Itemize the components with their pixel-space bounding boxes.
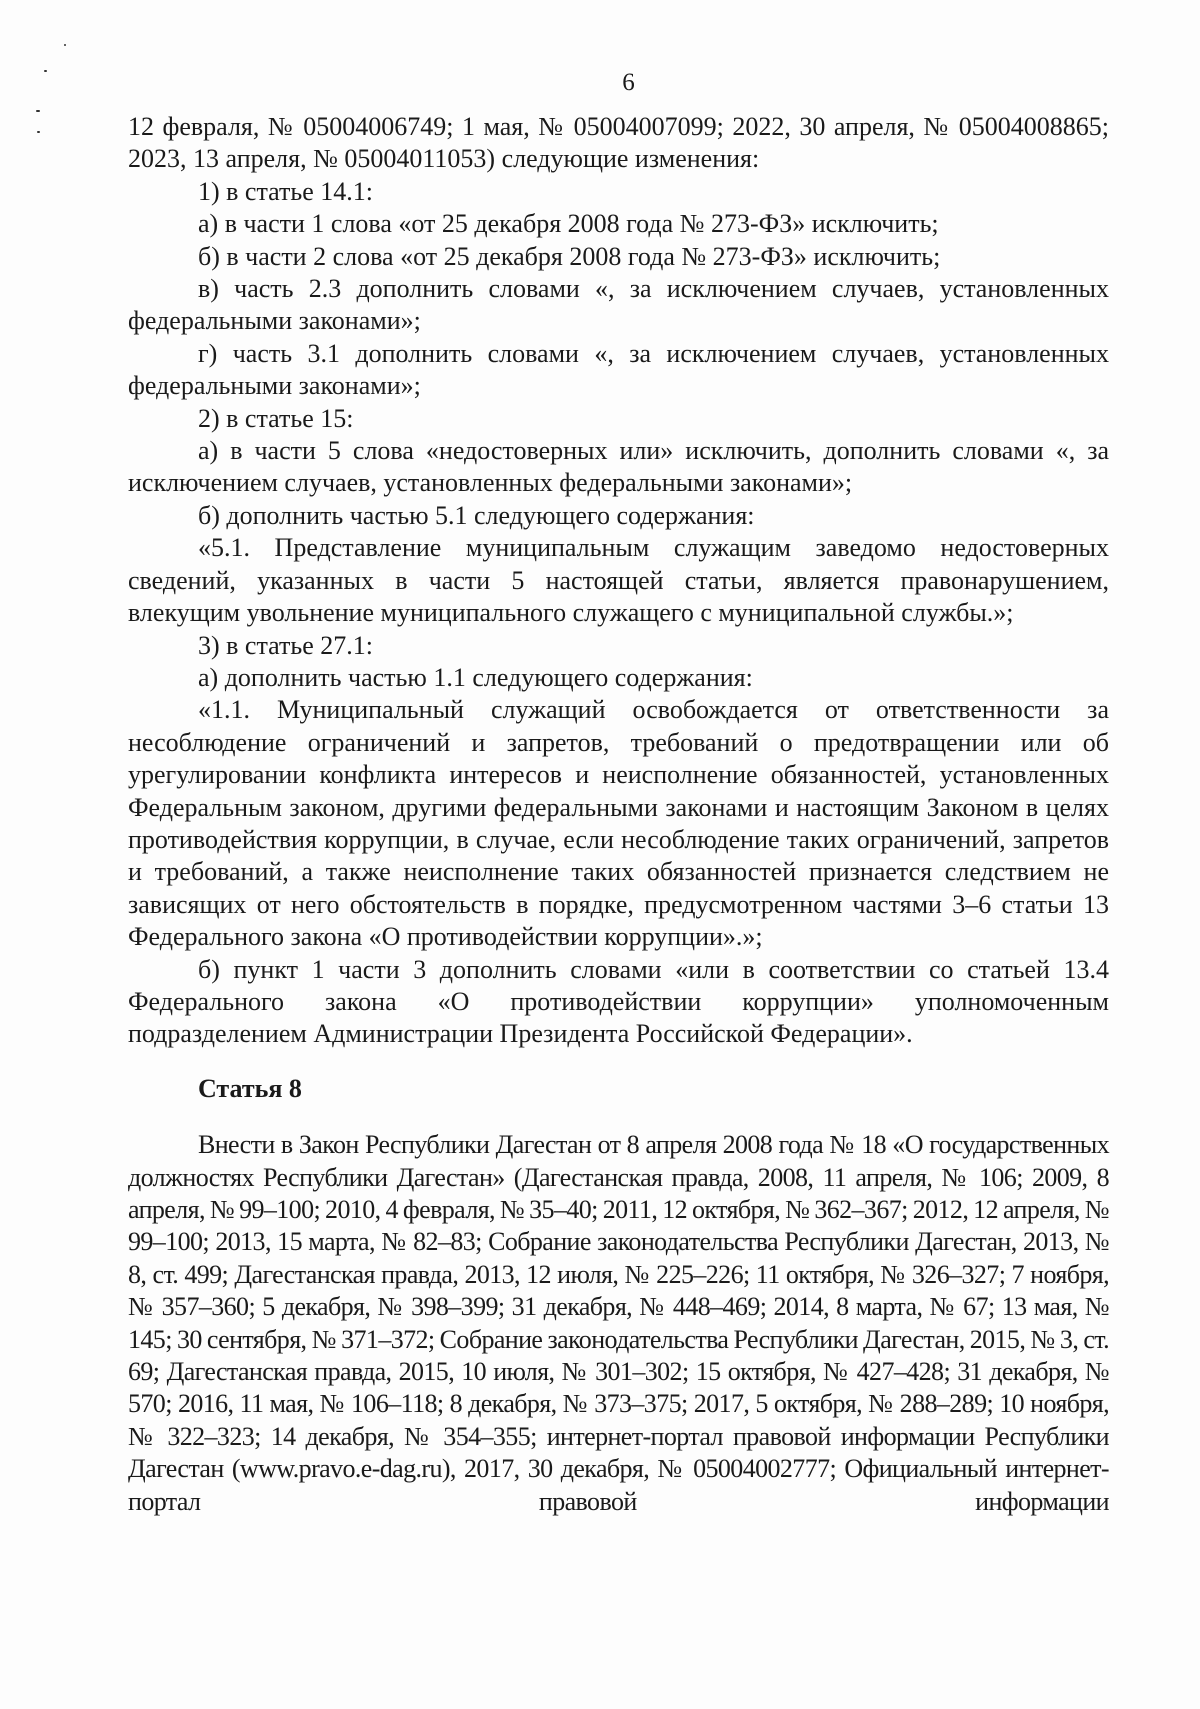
article-body: [128, 1129, 1109, 1518]
scan-speck: [64, 44, 66, 46]
paragraph: а) дополнить частью 1.1 следующего содержания:: [198, 662, 753, 692]
paragraph: 1) в статье 14.1:: [198, 176, 374, 206]
paragraph: 3) в статье 27.1:: [198, 630, 374, 660]
paragraph: в) часть 2.3 дополнить словами «, за исключением случаев, установленных федеральными законами»;: [128, 274, 1109, 336]
scan-speck: [44, 70, 47, 72]
paragraph: «5.1. Представление муниципальным служащим заведомо недостоверных сведений, указанных в части 5 настоящей статьи, является правонарушением, влекущим увольнение муниципального служащего с муниципальной службы.»;: [128, 533, 1109, 628]
paragraph: а) в части 5 слова «недостоверных или» исключить, дополнить словами «, за исключением случаев, установленных федеральными законами»;: [128, 436, 1109, 498]
page-number: 6: [622, 69, 635, 96]
document-body: [128, 111, 1109, 1518]
article-heading: Статья 8: [198, 1073, 302, 1103]
paragraph: б) дополнить частью 5.1 следующего содержания:: [198, 500, 755, 530]
paragraph: а) в части 1 слова «от 25 декабря 2008 года № 273-ФЗ» исключить;: [198, 209, 939, 239]
paragraph: «1.1. Муниципальный служащий освобождается от ответственности за несоблюдение ограничений и запретов, требований о предотвращении или об урегулировании конфликта интересов и неисполнение обязанностей, установленных Федеральным законом, другими федеральными законами и настоящим Законом в целях противодействия коррупции, в случае, если несоблюдение таких ограничений, запретов и требований, а также неисполнение таких обязанностей признается следствием не зависящих от него обстоятельств в порядке, предусмотренном частями 3–6 статьи 13 Федерального закона «О противодействии коррупции».»;: [128, 695, 1109, 952]
paragraph: 12 февраля, № 05004006749; 1 мая, № 05004007099; 2022, 30 апреля, № 05004008865; 2023, 13 апреля, № 05004011053) следующие изменения:: [128, 112, 1109, 174]
paragraph: Внести в Закон Республики Дагестан от 8 апреля 2008 года № 18 «О государственных должностях Республики Дагестан» (Дагестанская правда, 2008, 11 апреля, № 106; 2009, 8 апреля, № 99–100; 2010, 4 февраля, № 35–40; 2011, 12 октября, № 362–367; 2012, 12 апреля, № 99–100; 2013, 15 марта, № 82–83; Собрание законодательства Республики Дагестан, 2013, № 8, ст. 499; Дагестанская правда, 2013, 12 июля, № 225–226; 11 октября, № 326–327; 7 ноября, № 357–360; 5 декабря, № 398–399; 31 декабря, № 448–469; 2014, 8 марта, № 67; 13 мая, № 145; 30 сентября, № 371–372; Собрание законодательства Республики Дагестан, 2015, № 3, ст. 69; Дагестанская правда, 2015, 10 июля, № 301–302; 15 октября, № 427–428; 31 декабря, № 570; 2016, 11 мая, № 106–118; 8 декабря, № 373–375; 2017, 5 октября, № 288–289; 10 ноября, № 322–323; 14 декабря, № 354–355; интернет-портал правовой информации Республики Дагестан (www.pravo.e-dag.ru), 2017, 30 декабря, № 05004002777; Официальный интернет-портал правовой информации: [128, 1130, 1109, 1516]
paragraph: г) часть 3.1 дополнить словами «, за исключением случаев, установленных федеральными законами»;: [128, 338, 1109, 401]
scan-speck: [36, 110, 40, 112]
paragraph: 2) в статье 15:: [198, 403, 354, 433]
scan-speck: [37, 131, 40, 133]
paragraph: б) в части 2 слова «от 25 декабря 2008 года № 273-ФЗ» исключить;: [198, 241, 941, 271]
paragraph: б) пункт 1 части 3 дополнить словами «или в соответствии со статьей 13.4 Федерального закона «О противодействии коррупции» уполномоченным подразделением Администрации Президента Российской Федерации».: [128, 954, 1109, 1049]
